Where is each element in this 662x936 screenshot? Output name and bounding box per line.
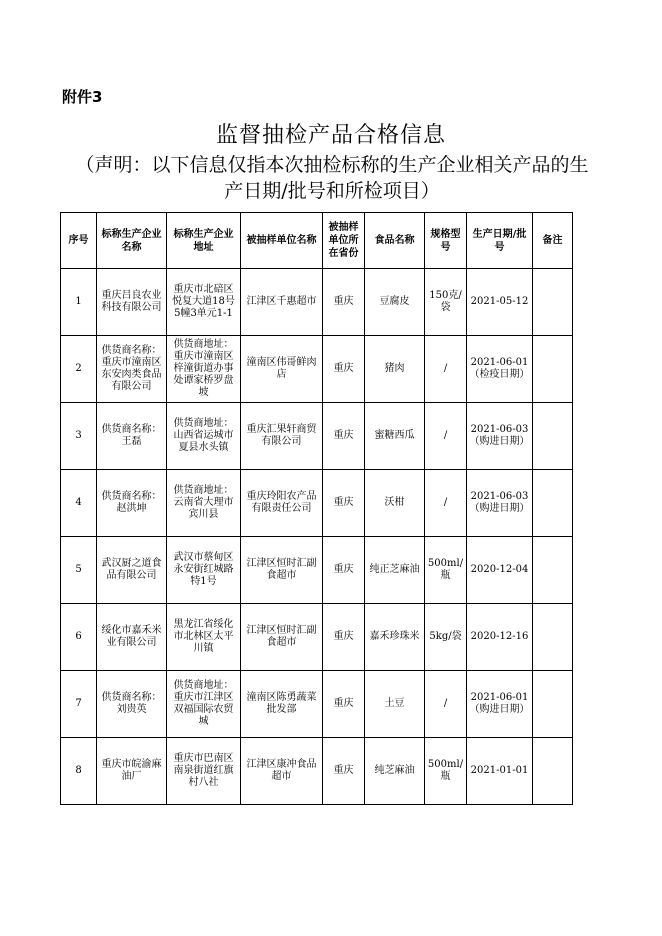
- cell-index: 8: [61, 738, 97, 805]
- cell-producer-name: 重庆市皖渝麻油厂: [97, 738, 167, 805]
- cell-producer-address: 供货商地址：重庆市江津区双福国际农贸城: [167, 671, 241, 738]
- cell-spec: /: [425, 336, 467, 403]
- table-row: [61, 403, 573, 470]
- header-province: 被抽样单位所在省份: [323, 213, 365, 269]
- cell-date: 2021-06-01（购进日期）: [467, 671, 533, 738]
- cell-remarks: [533, 403, 573, 470]
- cell-food-name: 纯正芝麻油: [365, 537, 425, 604]
- header-date: 生产日期/批号: [467, 213, 533, 269]
- cell-province: 重庆: [323, 269, 365, 336]
- cell-producer-address: 供货商地址：云南省大理市宾川县: [167, 470, 241, 537]
- cell-spec: 5kg/袋: [425, 604, 467, 671]
- cell-producer-address: 黑龙江省绥化市北林区太平川镇: [167, 604, 241, 671]
- cell-date: 2020-12-16: [467, 604, 533, 671]
- cell-province: 重庆: [323, 403, 365, 470]
- cell-spec: 500ml/瓶: [425, 738, 467, 805]
- cell-sampled-unit: 江津区千惠超市: [241, 269, 323, 336]
- cell-sampled-unit: 江津区康冲食品超市: [241, 738, 323, 805]
- cell-sampled-unit: 江津区恒时汇副食超市: [241, 537, 323, 604]
- table-row: [61, 537, 573, 604]
- header-producer-address: 标称生产企业地址: [167, 213, 241, 269]
- cell-index: 1: [61, 269, 97, 336]
- cell-spec: /: [425, 671, 467, 738]
- cell-index: 5: [61, 537, 97, 604]
- cell-producer-address: 武汉市蔡甸区永安街红城路特1号: [167, 537, 241, 604]
- cell-producer-name: 供货商名称：刘贵英: [97, 671, 167, 738]
- cell-producer-name: 供货商名称：赵洪坤: [97, 470, 167, 537]
- cell-producer-address: 重庆市北碚区悦复大道18号5幢3单元1-1: [167, 269, 241, 336]
- cell-food-name: 猪肉: [365, 336, 425, 403]
- cell-producer-name: 供货商名称：王磊: [97, 403, 167, 470]
- cell-producer-address: 供货商地址：重庆市潼南区梓潼街道办事处谭家桥罗盘坡: [167, 336, 241, 403]
- cell-sampled-unit: 重庆玲阳农产品有限责任公司: [241, 470, 323, 537]
- cell-food-name: 纯芝麻油: [365, 738, 425, 805]
- cell-sampled-unit: 潼南区陈勇蔬菜批发部: [241, 671, 323, 738]
- cell-province: 重庆: [323, 336, 365, 403]
- cell-sampled-unit: 江津区恒时汇副食超市: [241, 604, 323, 671]
- cell-index: 4: [61, 470, 97, 537]
- cell-remarks: [533, 604, 573, 671]
- cell-province: 重庆: [323, 671, 365, 738]
- cell-date: 2021-05-12: [467, 269, 533, 336]
- cell-producer-address: 重庆市巴南区南泉街道红旗村八社: [167, 738, 241, 805]
- cell-food-name: 沃柑: [365, 470, 425, 537]
- cell-date: 2021-06-03（购进日期）: [467, 470, 533, 537]
- cell-province: 重庆: [323, 738, 365, 805]
- table-row: [61, 738, 573, 805]
- header-food-name: 食品名称: [365, 213, 425, 269]
- cell-date: 2021-01-01: [467, 738, 533, 805]
- cell-date: 2021-06-03（购进日期）: [467, 403, 533, 470]
- inspection-table: [60, 212, 573, 805]
- table-row: [61, 470, 573, 537]
- table-row: [61, 336, 573, 403]
- header-index: 序号: [61, 213, 97, 269]
- table-header-row: [61, 213, 573, 269]
- cell-province: 重庆: [323, 537, 365, 604]
- cell-date: 2021-06-01（检疫日期）: [467, 336, 533, 403]
- cell-food-name: 蜜糖西瓜: [365, 403, 425, 470]
- cell-producer-name: 重庆吕良农业科技有限公司: [97, 269, 167, 336]
- cell-producer-name: 供货商名称：重庆市潼南区东安肉类食品有限公司: [97, 336, 167, 403]
- cell-remarks: [533, 336, 573, 403]
- cell-remarks: [533, 537, 573, 604]
- cell-spec: 150克/袋: [425, 269, 467, 336]
- table-row: [61, 604, 573, 671]
- header-producer-name: 标称生产企业名称: [97, 213, 167, 269]
- document-subtitle: （声明：以下信息仅指本次抽检标称的生产企业相关产品的生产日期/批号和所检项目）: [75, 154, 589, 202]
- cell-producer-address: 供货商地址：山西省运城市夏县水头镇: [167, 403, 241, 470]
- cell-food-name: 土豆: [365, 671, 425, 738]
- cell-sampled-unit: 重庆汇果轩商贸有限公司: [241, 403, 323, 470]
- cell-spec: /: [425, 403, 467, 470]
- cell-sampled-unit: 潼南区伟哥鲜肉店: [241, 336, 323, 403]
- table-row: [61, 671, 573, 738]
- attachment-label: 附件3: [62, 88, 103, 106]
- cell-index: 6: [61, 604, 97, 671]
- cell-producer-name: 武汉厨之道食品有限公司: [97, 537, 167, 604]
- cell-remarks: [533, 269, 573, 336]
- cell-index: 2: [61, 336, 97, 403]
- header-sampled-unit: 被抽样单位名称: [241, 213, 323, 269]
- header-spec: 规格型号: [425, 213, 467, 269]
- header-remarks: 备注: [533, 213, 573, 269]
- cell-producer-name: 绥化市嘉禾米业有限公司: [97, 604, 167, 671]
- cell-food-name: 嘉禾珍珠米: [365, 604, 425, 671]
- cell-index: 3: [61, 403, 97, 470]
- cell-province: 重庆: [323, 604, 365, 671]
- cell-remarks: [533, 671, 573, 738]
- cell-remarks: [533, 738, 573, 805]
- cell-remarks: [533, 470, 573, 537]
- cell-index: 7: [61, 671, 97, 738]
- cell-date: 2020-12-04: [467, 537, 533, 604]
- cell-spec: /: [425, 470, 467, 537]
- cell-province: 重庆: [323, 470, 365, 537]
- document-title: 监督抽检产品合格信息: [215, 123, 446, 148]
- table-row: [61, 269, 573, 336]
- cell-food-name: 豆腐皮: [365, 269, 425, 336]
- cell-spec: 500ml/瓶: [425, 537, 467, 604]
